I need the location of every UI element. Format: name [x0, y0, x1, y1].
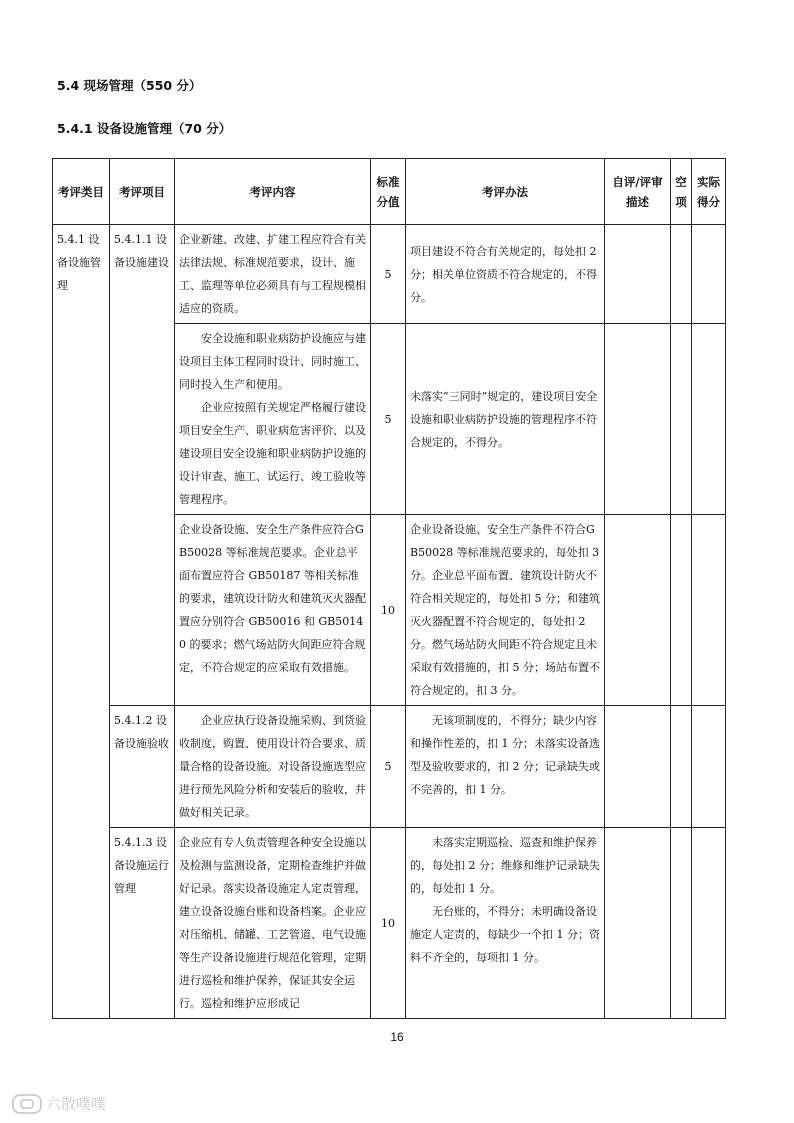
actual-score-cell	[692, 324, 726, 515]
self-eval-cell	[605, 324, 671, 515]
item-cell: 5.4.1.2 设备设施验收	[110, 706, 175, 828]
header-blank: 空项	[671, 159, 692, 225]
watermark-text: 六散噗噗	[46, 1095, 107, 1113]
method-cell: 无该项制度的，不得分；缺少内容和操作性差的，扣 1 分；未落实设备选型及验收要求的，扣 2 分；记录缺失或不完善的，扣 1 分。	[406, 706, 605, 828]
self-eval-cell	[605, 828, 671, 1019]
header-category: 考评类目	[53, 159, 110, 225]
method-cell: 未落实“三同时”规定的，建设项目安全设施和职业病防护设施的管理程序不符合规定的，不得分。	[406, 324, 605, 515]
actual-score-cell	[692, 828, 726, 1019]
score-cell: 10	[371, 828, 406, 1019]
method-cell	[406, 828, 605, 1019]
actual-score-cell	[692, 225, 726, 324]
score-cell: 5	[371, 706, 406, 828]
actual-score-cell	[692, 515, 726, 706]
blank-cell	[671, 225, 692, 324]
table-row	[53, 225, 726, 324]
header-actual: 实际得分	[692, 159, 726, 225]
actual-score-cell	[692, 706, 726, 828]
table-header-row	[53, 159, 726, 225]
blank-cell	[671, 706, 692, 828]
header-item: 考评项目	[110, 159, 175, 225]
header-self-eval: 自评/评审描述	[605, 159, 671, 225]
blank-cell	[671, 515, 692, 706]
content-cell	[175, 324, 371, 515]
table-row	[53, 706, 726, 828]
blank-cell	[671, 324, 692, 515]
score-cell: 5	[371, 225, 406, 324]
method-cell: 项目建设不符合有关规定的，每处扣 2 分；相关单位资质不符合规定的，不得分。	[406, 225, 605, 324]
content-cell: 企业应有专人负责管理各种安全设施以及检测与监测设备，定期检查维护并做好记录。落实设备设施定人定责管理，建立设备设施台账和设备档案。企业应对压缩机、储罐、工艺管道、电气设施等生产设备设施进行规范化管理，定期进行巡检和维护保养，保证其安全运行。巡检和维护应形成记	[175, 828, 371, 1019]
self-eval-cell	[605, 515, 671, 706]
self-eval-cell	[605, 706, 671, 828]
header-method: 考评办法	[406, 159, 605, 225]
content-cell: 企业应执行设备设施采购、到货验收制度，购置、使用设计符合要求、质量合格的设备设施。对设备设施选型应进行预先风险分析和安装后的验收，并做好相关记录。	[175, 706, 371, 828]
section-heading: 5.4 现场管理（550 分）	[57, 78, 202, 93]
watermark	[12, 1093, 106, 1114]
evaluation-table	[52, 158, 726, 1019]
category-cell: 5.4.1 设备设施管理	[53, 225, 110, 1019]
method-paragraph: 无台账的，不得分；未明确设备设施定人定责的，每缺少一个扣 1 分；资料不齐全的，每项扣 1 分。	[410, 905, 600, 964]
watermark-logo-icon	[12, 1094, 42, 1114]
content-paragraph: 安全设施和职业病防护设施应与建设项目主体工程同时设计、同时施工、同时投入生产和使用。	[179, 332, 366, 391]
item-cell: 5.4.1.3 设备设施运行管理	[110, 828, 175, 1019]
header-score: 标准分值	[371, 159, 406, 225]
content-cell: 企业设备设施、安全生产条件应符合GB50028 等标准规范要求。企业总平面布置应符合 GB50187 等相关标准的要求，建筑设计防火和建筑灭火器配置应分别符合 GB50016 和 GB50140 的要求；燃气场站防火间距应符合规定，不符合规定的应采取有效措施。	[175, 515, 371, 706]
score-cell: 10	[371, 515, 406, 706]
content-cell: 企业新建、改建、扩建工程应符合有关法律法规、标准规范要求，设计、施工、监理等单位必须具有与工程规模相适应的资质。	[175, 225, 371, 324]
score-cell: 5	[371, 324, 406, 515]
method-cell: 企业设备设施、安全生产条件不符合GB50028 等标准规范要求的，每处扣 3 分。企业总平面布置、建筑设计防火不符合相关规定的，每处扣 5 分；和建筑灭火器配置不符合规定的，每处扣 2 分。燃气场站防火间距不符合规定且未采取有效措施的，扣 5 分；场站布置不符合规定的，扣 3 分。	[406, 515, 605, 706]
subsection-heading: 5.4.1 设备设施管理（70 分）	[57, 121, 232, 136]
header-content: 考评内容	[175, 159, 371, 225]
method-paragraph: 未落实定期巡检、巡查和维护保养的，每处扣 2 分；维修和维护记录缺失的，每处扣 1 分。	[410, 836, 600, 895]
table-row	[53, 828, 726, 1019]
content-paragraph: 企业应按照有关规定严格履行建设项目安全生产、职业病危害评价、以及建设项目安全设施和职业病防护设施的设计审查、施工、试运行、竣工验收等管理程序。	[179, 401, 366, 506]
item-cell: 5.4.1.1 设备设施建设	[110, 225, 175, 706]
page-number: 16	[390, 1030, 404, 1044]
blank-cell	[671, 828, 692, 1019]
self-eval-cell	[605, 225, 671, 324]
